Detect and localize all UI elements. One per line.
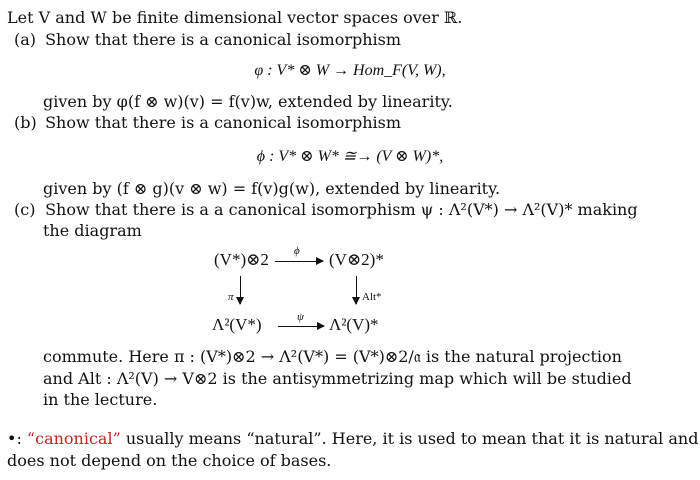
part-b-formula: ϕ : V* ⊗ W* ≅→ (V ⊗ W)*,: [256, 148, 444, 165]
diagram-bottom-arrow-label: ψ: [297, 311, 304, 323]
diagram-bottom-right: Λ²(V)*: [329, 315, 379, 334]
footnote-line1-text: usually means “natural”. Here, it is used to mean that it is natural and: [120, 429, 699, 448]
part-c-commute-line2: and Alt : Λ²(V) → V⊗2 is the antisymmetrizing map which will be studied: [43, 369, 632, 388]
part-b-text: Show that there is a canonical isomorphism: [45, 113, 402, 132]
part-a-text: Show that there is a canonical isomorphism: [45, 30, 402, 49]
part-c-label: (c): [14, 200, 36, 219]
diagram-top-left: (V*)⊗2: [214, 250, 269, 269]
diagram-right-arrow: [356, 276, 357, 304]
diagram-bottom-arrow: [278, 326, 324, 327]
part-a-label: (a): [14, 30, 37, 49]
intro-text: Let V and W be finite dimensional vector spaces over ℝ.: [7, 8, 463, 27]
footnote-bullet: •:: [7, 429, 22, 448]
diagram-left-arrow: [240, 276, 241, 304]
canonical-highlight: “canonical”: [26, 429, 121, 448]
part-b-given: given by (f ⊗ g)(v ⊗ w) = f(v)g(w), extended by linearity.: [43, 179, 501, 198]
diagram-top-arrow: [275, 261, 323, 262]
part-c-text-line1: Show that there is a a canonical isomorphism ψ : Λ²(V*) → Λ²(V)* making: [45, 200, 638, 219]
footnote-line1: [7, 428, 698, 449]
part-a-given: given by φ(f ⊗ w)(v) = f(v)w, extended by linearity.: [43, 92, 453, 111]
diagram-right-arrow-label: Alt*: [362, 291, 382, 303]
diagram-top-right: (V⊗2)*: [329, 250, 384, 269]
part-b-label: (b): [14, 113, 37, 132]
part-a-formula: φ : V* ⊗ W → Hom_F(V, W),: [254, 62, 446, 79]
footnote-line2: does not depend on the choice of bases.: [7, 451, 332, 470]
part-c-commute-line3: in the lecture.: [43, 390, 158, 409]
diagram-left-arrow-label: π: [228, 291, 234, 303]
part-c-text-line2: the diagram: [43, 221, 142, 240]
diagram-top-arrow-label: ϕ: [294, 245, 300, 257]
part-c-commute-line1: commute. Here π : (V*)⊗2 → Λ²(V*) = (V*)⊗2/𝔞 is the natural projection: [43, 347, 622, 366]
diagram-bottom-left: Λ²(V*): [212, 315, 262, 334]
